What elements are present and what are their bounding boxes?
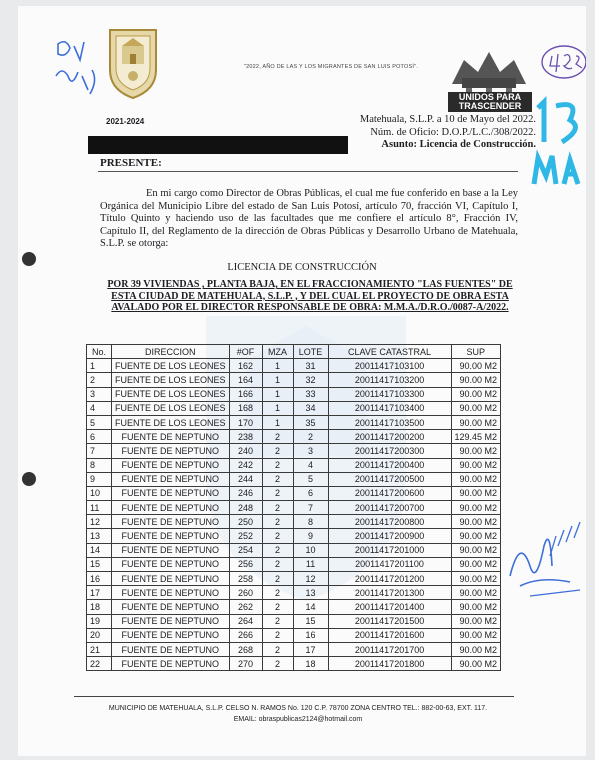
cell-lote: 31 [293,359,328,373]
cell-direccion: FUENTE DE NEPTUNO [112,586,230,600]
table-row [87,529,501,543]
cell-clave: 20011417103400 [328,401,451,415]
cell-clave: 20011417201200 [328,572,451,586]
cell-clave: 20011417201300 [328,586,451,600]
cell-direccion: FUENTE DE NEPTUNO [112,430,230,444]
cell-clave: 20011417201000 [328,543,451,557]
cell-direccion: FUENTE DE LOS LEONES [112,401,230,415]
cell-lote: 7 [293,501,328,515]
table-row [87,430,501,444]
cell-no: 12 [87,515,112,529]
cell-direccion: FUENTE DE NEPTUNO [112,657,230,671]
cell-no: 7 [87,444,112,458]
cell-sup: 90.00 M2 [451,472,501,486]
cell-lote: 9 [293,529,328,543]
handwritten-signature [500,516,586,606]
cell-of: 166 [229,387,262,401]
cell-no: 21 [87,642,112,656]
cell-of: 270 [229,657,262,671]
cell-mza: 1 [262,415,293,429]
cell-no: 20 [87,628,112,642]
cell-of: 262 [229,600,262,614]
asunto: Asunto: Licencia de Construcción. [381,139,536,150]
cell-mza: 2 [262,600,293,614]
cell-sup: 90.00 M2 [451,401,501,415]
table-row [87,572,501,586]
cell-clave: 20011417103500 [328,415,451,429]
cell-direccion: FUENTE DE NEPTUNO [112,642,230,656]
table-row [87,458,501,472]
redacted-recipient [88,136,348,154]
footer [78,703,518,725]
table-row [87,642,501,656]
cell-mza: 2 [262,628,293,642]
cell-no: 16 [87,572,112,586]
table-header-row [87,345,501,359]
cell-lote: 15 [293,614,328,628]
cell-lote: 16 [293,628,328,642]
footer-address: MUNICIPIO DE MATEHUALA, S.L.P. CELSO N. RAMOS No. 120 C.P. 78700 ZONA CENTRO TEL.: 882-00-63, EXT. 117. [108,705,488,712]
cell-direccion: FUENTE DE NEPTUNO [112,543,230,557]
cell-lote: 2 [293,430,328,444]
cell-of: 266 [229,628,262,642]
cell-mza: 1 [262,387,293,401]
col-header-mza: MZA [262,345,293,359]
cell-direccion: FUENTE DE LOS LEONES [112,415,230,429]
table-row [87,600,501,614]
party-logo-text: UNIDOS PARA TRASCENDER [448,92,532,112]
cell-direccion: FUENTE DE LOS LEONES [112,387,230,401]
document-page [18,6,586,756]
cell-no: 5 [87,415,112,429]
cell-of: 240 [229,444,262,458]
cell-clave: 20011417200800 [328,515,451,529]
footer-email: EMAIL: obraspublicas2124@hotmail.com [233,716,363,723]
cell-clave: 20011417201500 [328,614,451,628]
handwritten-circled-number [538,42,586,82]
cell-clave: 20011417201800 [328,657,451,671]
cell-direccion: FUENTE DE NEPTUNO [112,472,230,486]
properties-table [86,344,501,671]
municipal-crest-logo [104,26,162,100]
col-header-lote: LOTE [293,345,328,359]
oficio-number: Núm. de Oficio: D.O.P./L.C./308/2022. [370,126,536,138]
cell-sup: 90.00 M2 [451,501,501,515]
cell-no: 2 [87,373,112,387]
table-row [87,543,501,557]
table-body [87,359,501,671]
cell-clave: 20011417200900 [328,529,451,543]
cell-clave: 20011417200200 [328,430,451,444]
cell-no: 15 [87,557,112,571]
cell-lote: 8 [293,515,328,529]
cell-sup: 90.00 M2 [451,614,501,628]
handwritten-big-number [530,98,586,188]
cell-sup: 90.00 M2 [451,657,501,671]
table-row [87,515,501,529]
cell-clave: 20011417103300 [328,387,451,401]
cell-clave: 20011417200700 [328,501,451,515]
cell-of: 170 [229,415,262,429]
table-row [87,387,501,401]
cell-mza: 2 [262,572,293,586]
cell-of: 258 [229,572,262,586]
cell-sup: 90.00 M2 [451,529,501,543]
cell-lote: 12 [293,572,328,586]
cell-of: 254 [229,543,262,557]
body-paragraph: En mi cargo como Director de Obras Públicas, el cual me fue conferido en base a la Ley Orgánica del Municipio Libre del estado de San Luis Potosí, artículo 70, fracción VI, Capítulo I, Título Quinto y haciendo uso de las facultades que me confiere el artículo 8°, Fracción IV, Capítulo II, del Reglamento de la dirección de Obras Públicas y Desarrollo Urbano de Matehuala, S.L.P. se otorga: [100,188,518,249]
cell-sup: 90.00 M2 [451,557,501,571]
table-row [87,401,501,415]
place-date: Matehuala, S.L.P. a 10 de Mayo del 2022. [359,114,536,125]
footer-divider [74,696,514,697]
cell-of: 252 [229,529,262,543]
cell-sup: 90.00 M2 [451,359,501,373]
cell-lote: 3 [293,444,328,458]
cell-sup: 90.00 M2 [451,387,501,401]
cell-of: 168 [229,401,262,415]
cell-sup: 90.00 M2 [451,600,501,614]
cell-mza: 2 [262,430,293,444]
cell-lote: 32 [293,373,328,387]
cell-of: 164 [229,373,262,387]
table-row [87,359,501,373]
cell-direccion: FUENTE DE NEPTUNO [112,600,230,614]
cell-lote: 18 [293,657,328,671]
cell-no: 17 [87,586,112,600]
document-header-info [360,114,536,152]
cell-direccion: FUENTE DE NEPTUNO [112,628,230,642]
cell-mza: 2 [262,543,293,557]
col-header-sup: SUP [451,345,501,359]
cell-of: 268 [229,642,262,656]
handwritten-note-top-left [48,36,108,106]
cell-direccion: FUENTE DE NEPTUNO [112,557,230,571]
col-header-clave: CLAVE CATASTRAL [328,345,451,359]
cell-lote: 6 [293,486,328,500]
cell-of: 260 [229,586,262,600]
cell-direccion: FUENTE DE NEPTUNO [112,444,230,458]
cell-clave: 20011417201600 [328,628,451,642]
cell-direccion: FUENTE DE NEPTUNO [112,529,230,543]
cell-direccion: FUENTE DE NEPTUNO [112,614,230,628]
cell-lote: 14 [293,600,328,614]
cell-no: 13 [87,529,112,543]
table-row [87,586,501,600]
cell-mza: 2 [262,657,293,671]
cell-sup: 90.00 M2 [451,543,501,557]
cell-of: 162 [229,359,262,373]
binder-hole [22,252,36,266]
cell-mza: 1 [262,373,293,387]
cell-of: 256 [229,557,262,571]
cell-clave: 20011417200600 [328,486,451,500]
table-row [87,444,501,458]
cell-mza: 1 [262,401,293,415]
cell-mza: 2 [262,501,293,515]
col-header-direccion: DIRECCION [112,345,230,359]
cell-clave: 20011417200500 [328,472,451,486]
cell-no: 9 [87,472,112,486]
cell-lote: 33 [293,387,328,401]
cell-mza: 2 [262,444,293,458]
licencia-title: LICENCIA DE CONSTRUCCIÓN [227,262,377,273]
cell-lote: 5 [293,472,328,486]
cell-no: 4 [87,401,112,415]
cell-mza: 2 [262,472,293,486]
table-row [87,415,501,429]
table-row [87,373,501,387]
cell-of: 238 [229,430,262,444]
cell-lote: 4 [293,458,328,472]
col-header-no: No. [87,345,112,359]
cell-clave: 20011417200400 [328,458,451,472]
cell-sup: 90.00 M2 [451,515,501,529]
cell-mza: 1 [262,359,293,373]
cell-direccion: FUENTE DE NEPTUNO [112,486,230,500]
table-row [87,501,501,515]
cell-of: 264 [229,614,262,628]
cell-lote: 10 [293,543,328,557]
cell-clave: 20011417201400 [328,600,451,614]
cell-lote: 17 [293,642,328,656]
cell-direccion: FUENTE DE NEPTUNO [112,572,230,586]
cell-sup: 90.00 M2 [451,586,501,600]
cell-of: 244 [229,472,262,486]
col-header-of: #OF [229,345,262,359]
cell-no: 14 [87,543,112,557]
cell-direccion: FUENTE DE NEPTUNO [112,515,230,529]
cell-no: 18 [87,600,112,614]
cell-mza: 2 [262,515,293,529]
cell-clave: 20011417200300 [328,444,451,458]
header-slogan: "2022, AÑO DE LAS Y LOS MIGRANTES DE SAN LUIS POTOSÍ". [244,64,418,70]
cell-mza: 2 [262,557,293,571]
cell-lote: 35 [293,415,328,429]
cell-direccion: FUENTE DE LOS LEONES [112,359,230,373]
cell-sup: 90.00 M2 [451,572,501,586]
scope-text: POR 39 VIVIENDAS , PLANTA BAJA, EN EL FRACCIONAMIENTO "LAS FUENTES" DE ESTA CIUDAD DE MATEHUALA, S.L.P. , Y DEL CUAL EL PROYECTO DE OBRA ESTA AVALADO POR EL DIRECTOR RESPONSABLE DE OBRA: M.M.A./D.R.O./0087-A/2022. [107,279,513,313]
cell-sup: 90.00 M2 [451,373,501,387]
greeting: PRESENTE: [100,157,162,169]
cell-no: 6 [87,430,112,444]
cell-lote: 11 [293,557,328,571]
cell-no: 1 [87,359,112,373]
cell-sup: 129.45 M2 [451,430,501,444]
cell-clave: 20011417201700 [328,642,451,656]
cell-lote: 13 [293,586,328,600]
cell-mza: 2 [262,586,293,600]
cell-clave: 20011417103100 [328,359,451,373]
cell-of: 242 [229,458,262,472]
cell-no: 19 [87,614,112,628]
cell-sup: 90.00 M2 [451,458,501,472]
table-row [87,657,501,671]
cell-of: 250 [229,515,262,529]
cell-clave: 20011417201100 [328,557,451,571]
cell-no: 3 [87,387,112,401]
cell-of: 248 [229,501,262,515]
cell-mza: 2 [262,614,293,628]
cell-sup: 90.00 M2 [451,628,501,642]
table-row [87,628,501,642]
cell-no: 22 [87,657,112,671]
cell-sup: 90.00 M2 [451,642,501,656]
cell-clave: 20011417103200 [328,373,451,387]
table-row [87,486,501,500]
cell-mza: 2 [262,642,293,656]
cell-direccion: FUENTE DE NEPTUNO [112,501,230,515]
cell-sup: 90.00 M2 [451,486,501,500]
cell-no: 11 [87,501,112,515]
administration-years: 2021-2024 [106,117,145,126]
cell-mza: 2 [262,486,293,500]
cell-direccion: FUENTE DE LOS LEONES [112,373,230,387]
cell-mza: 2 [262,529,293,543]
table-row [87,472,501,486]
cell-lote: 34 [293,401,328,415]
table-row [87,557,501,571]
cell-no: 10 [87,486,112,500]
table-row [87,614,501,628]
cell-direccion: FUENTE DE NEPTUNO [112,458,230,472]
cell-of: 246 [229,486,262,500]
binder-hole [22,472,36,486]
cell-sup: 90.00 M2 [451,415,501,429]
cell-mza: 2 [262,458,293,472]
cell-sup: 90.00 M2 [451,444,501,458]
cell-no: 8 [87,458,112,472]
greeting-divider [98,171,518,172]
